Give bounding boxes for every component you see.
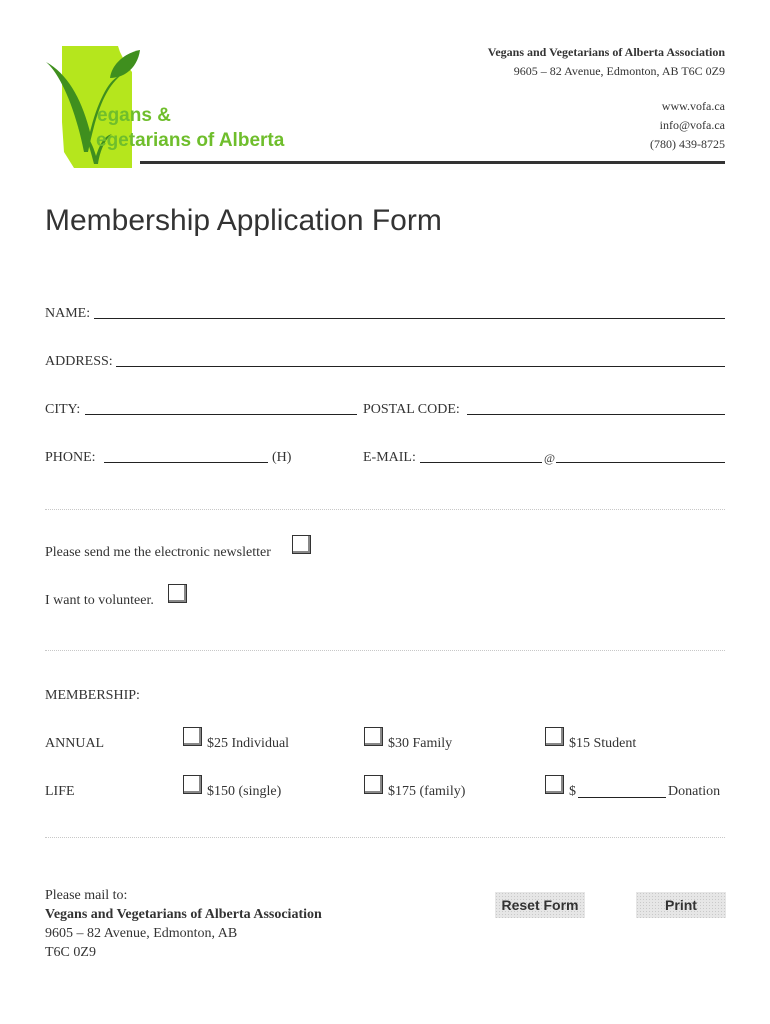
donation-amount-field[interactable] xyxy=(578,797,666,798)
logo-line-1: egans & xyxy=(97,105,171,126)
annual-family-checkbox[interactable] xyxy=(364,727,383,746)
life-single-checkbox[interactable] xyxy=(183,775,202,794)
donation-checkbox[interactable] xyxy=(545,775,564,794)
annual-student-label: $15 Student xyxy=(569,736,637,751)
life-label: LIFE xyxy=(45,784,75,799)
header-website[interactable]: www.vofa.ca xyxy=(661,99,725,113)
email-label: E-MAIL: xyxy=(363,450,416,465)
life-family-checkbox[interactable] xyxy=(364,775,383,794)
name-field[interactable] xyxy=(94,318,725,319)
header-divider xyxy=(140,161,725,164)
reset-form-button[interactable]: Reset Form xyxy=(495,892,585,918)
postal-code-label: POSTAL CODE: xyxy=(363,402,460,417)
life-family-label: $175 (family) xyxy=(388,784,466,799)
page-title: Membership Application Form xyxy=(45,204,442,237)
header-email[interactable]: info@vofa.ca xyxy=(659,118,725,132)
header-address: 9605 – 82 Avenue, Edmonton, AB T6C 0Z9 xyxy=(513,64,725,78)
address-label: ADDRESS: xyxy=(45,354,113,369)
name-label: NAME: xyxy=(45,306,91,321)
volunteer-label: I want to volunteer. xyxy=(45,593,154,608)
annual-family-label: $30 Family xyxy=(388,736,453,751)
postal-code-field[interactable] xyxy=(467,414,725,415)
mail-to-label: Please mail to: xyxy=(45,888,128,903)
section-divider xyxy=(45,650,725,651)
phone-home-suffix: (H) xyxy=(272,450,292,465)
vofa-logo xyxy=(40,42,330,170)
email-at-sign: @ xyxy=(544,451,556,465)
header-org-name: Vegans and Vegetarians of Alberta Association xyxy=(487,45,725,59)
mail-to-street: 9605 – 82 Avenue, Edmonton, AB xyxy=(45,926,238,941)
annual-individual-label: $25 Individual xyxy=(207,736,290,751)
section-divider xyxy=(45,837,725,838)
newsletter-label: Please send me the electronic newsletter xyxy=(45,545,271,560)
city-label: CITY: xyxy=(45,402,81,417)
donation-label: Donation xyxy=(668,784,721,799)
email-user-field[interactable] xyxy=(420,462,542,463)
volunteer-checkbox[interactable] xyxy=(168,584,187,603)
donation-dollar-sign: $ xyxy=(569,784,576,799)
header-phone: (780) 439-8725 xyxy=(650,137,725,151)
section-divider xyxy=(45,509,725,510)
logo-line-2: egetarians of Alberta xyxy=(96,130,285,151)
address-field[interactable] xyxy=(116,366,725,367)
phone-field[interactable] xyxy=(104,462,268,463)
annual-individual-checkbox[interactable] xyxy=(183,727,202,746)
membership-heading: MEMBERSHIP: xyxy=(45,688,140,703)
phone-label: PHONE: xyxy=(45,450,96,465)
email-domain-field[interactable] xyxy=(556,462,725,463)
newsletter-checkbox[interactable] xyxy=(292,535,311,554)
life-single-label: $150 (single) xyxy=(207,784,282,799)
annual-student-checkbox[interactable] xyxy=(545,727,564,746)
mail-to-org: Vegans and Vegetarians of Alberta Association xyxy=(45,907,322,922)
print-button[interactable]: Print xyxy=(636,892,726,918)
city-field[interactable] xyxy=(85,414,357,415)
annual-label: ANNUAL xyxy=(45,736,105,751)
mail-to-postal: T6C 0Z9 xyxy=(45,945,96,960)
